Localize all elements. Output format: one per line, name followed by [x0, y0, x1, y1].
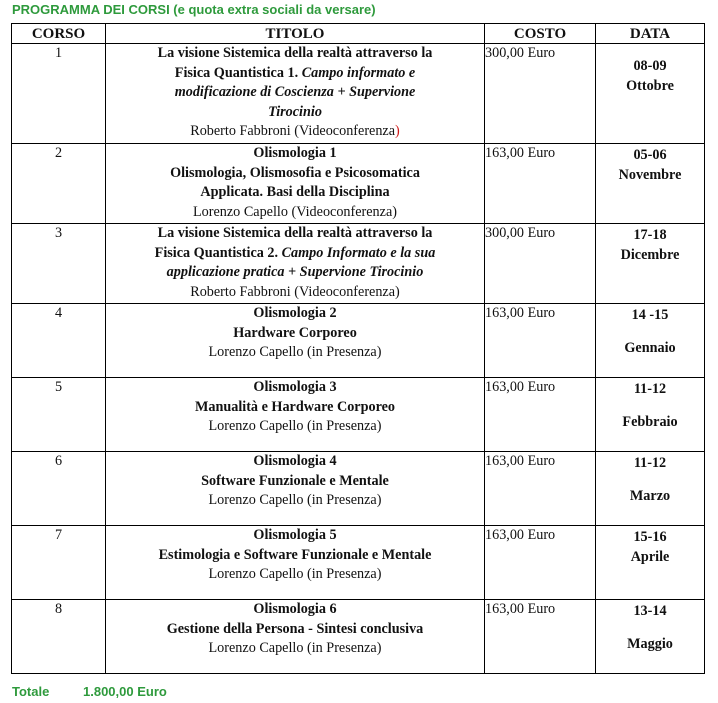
course-title-line: Olismologia 5	[253, 527, 337, 543]
course-teacher: Lorenzo Capello (Videoconferenza)	[193, 203, 397, 220]
table-row	[12, 304, 705, 378]
course-teacher: Lorenzo Capello (in Presenza)	[208, 418, 382, 435]
course-title-line: Estimologia e Software Funzionale e Mentale	[158, 546, 432, 563]
course-title-line: Software Funzionale e Mentale	[201, 472, 389, 489]
course-cost: 163,00 Euro	[485, 144, 596, 224]
course-title-line: Applicata. Basi della Disciplina	[200, 184, 390, 201]
course-date-month: Aprile	[630, 548, 670, 565]
course-date-cell	[596, 304, 705, 378]
course-title-line: Olismologia 6	[253, 601, 337, 617]
course-number: 5	[12, 378, 106, 452]
table-row	[12, 452, 705, 526]
course-subtitle: modificazione di Coscienza + Supervione	[174, 84, 416, 101]
course-title-line: Fisica Quantistica 2.	[154, 244, 279, 261]
course-cost: 163,00 Euro	[485, 304, 596, 378]
course-date-cell	[596, 144, 705, 224]
course-number: 1	[12, 44, 106, 144]
course-date-days: 17-18	[633, 227, 667, 243]
courses-table	[11, 23, 705, 674]
course-title-line: Manualità e Hardware Corporeo	[194, 398, 396, 415]
course-title-line: Olismologia, Olismosofia e Psicosomatica	[170, 164, 420, 181]
course-cost: 163,00 Euro	[485, 600, 596, 674]
course-date-days: 05-06	[633, 147, 667, 163]
course-date-month: Ottobre	[626, 77, 674, 94]
course-date-month: Maggio	[627, 635, 673, 652]
course-cost: 163,00 Euro	[485, 452, 596, 526]
course-date-month: Febbraio	[622, 413, 678, 430]
course-title-cell	[106, 144, 485, 224]
course-title-line: Olismologia 2	[253, 305, 337, 321]
course-number: 6	[12, 452, 106, 526]
course-date-cell	[596, 526, 705, 600]
course-cost: 163,00 Euro	[485, 526, 596, 600]
course-title-cell	[106, 452, 485, 526]
course-date-days: 11-12	[633, 455, 667, 471]
totals-line	[12, 684, 167, 699]
course-teacher: Lorenzo Capello (in Presenza)	[208, 640, 382, 657]
course-date-cell	[596, 600, 705, 674]
course-subtitle: Campo informato e	[298, 64, 416, 81]
column-header-titolo: TITOLO	[106, 24, 485, 44]
course-date-cell	[596, 224, 705, 304]
course-cost: 300,00 Euro	[485, 44, 596, 144]
course-date-month: Dicembre	[620, 246, 680, 263]
course-number: 7	[12, 526, 106, 600]
course-subtitle: Tirocinio	[268, 103, 322, 120]
course-date-days: 11-12	[633, 381, 667, 397]
teacher-paren: )	[395, 123, 400, 140]
course-number: 3	[12, 224, 106, 304]
course-title-line: Olismologia 4	[253, 453, 337, 469]
course-number: 8	[12, 600, 106, 674]
column-header-data: DATA	[596, 24, 705, 44]
totals-label: Totale	[12, 684, 50, 699]
course-title-line: La visione Sistemica della realtà attraverso la	[157, 45, 433, 61]
course-teacher: Lorenzo Capello (in Presenza)	[208, 566, 382, 583]
course-date-cell	[596, 44, 705, 144]
course-title-cell	[106, 600, 485, 674]
course-title-cell	[106, 44, 485, 144]
course-teacher: Lorenzo Capello (in Presenza)	[208, 492, 382, 509]
course-title-line: La visione Sistemica della realtà attraverso la	[157, 225, 433, 241]
course-date-days: 08-09	[633, 58, 667, 74]
course-date-cell	[596, 452, 705, 526]
course-title-line: Hardware Corporeo	[233, 324, 357, 341]
course-subtitle: Campo Informato e la sua	[278, 244, 436, 261]
course-teacher: Lorenzo Capello (in Presenza)	[208, 344, 382, 361]
header-row	[12, 24, 705, 44]
course-number: 4	[12, 304, 106, 378]
course-date-month: Gennaio	[624, 339, 676, 356]
column-header-costo: COSTO	[485, 24, 596, 44]
table-row	[12, 144, 705, 224]
column-header-corso: CORSO	[12, 24, 106, 44]
table-row	[12, 224, 705, 304]
course-date-days: 13-14	[633, 603, 667, 619]
course-date-days: 15-16	[633, 529, 667, 545]
course-cost: 163,00 Euro	[485, 378, 596, 452]
course-title-line: Olismologia 1	[253, 145, 337, 161]
course-cost: 300,00 Euro	[485, 224, 596, 304]
page-heading: PROGRAMMA DEI CORSI (e quota extra sociali da versare)	[12, 2, 376, 17]
table-row	[12, 526, 705, 600]
course-title-cell	[106, 304, 485, 378]
course-date-days: 14 -15	[631, 307, 669, 323]
course-title-line: Gestione della Persona - Sintesi conclusiva	[166, 620, 424, 637]
totals-amount: 1.800,00 Euro	[83, 684, 167, 699]
course-teacher: Roberto Fabbroni (Videoconferenza	[190, 123, 396, 140]
course-title-cell	[106, 526, 485, 600]
course-title-line: Olismologia 3	[253, 379, 337, 395]
course-date-month: Marzo	[629, 487, 671, 504]
table-row	[12, 44, 705, 144]
table-row	[12, 378, 705, 452]
course-date-cell	[596, 378, 705, 452]
course-subtitle: applicazione pratica + Supervione Tirocinio	[166, 264, 424, 281]
course-title-cell	[106, 224, 485, 304]
table-row	[12, 600, 705, 674]
course-date-month: Novembre	[618, 166, 682, 183]
course-teacher: Roberto Fabbroni (Videoconferenza)	[190, 283, 400, 300]
course-title-cell	[106, 378, 485, 452]
course-title-line: Fisica Quantistica 1.	[174, 64, 299, 81]
course-number: 2	[12, 144, 106, 224]
